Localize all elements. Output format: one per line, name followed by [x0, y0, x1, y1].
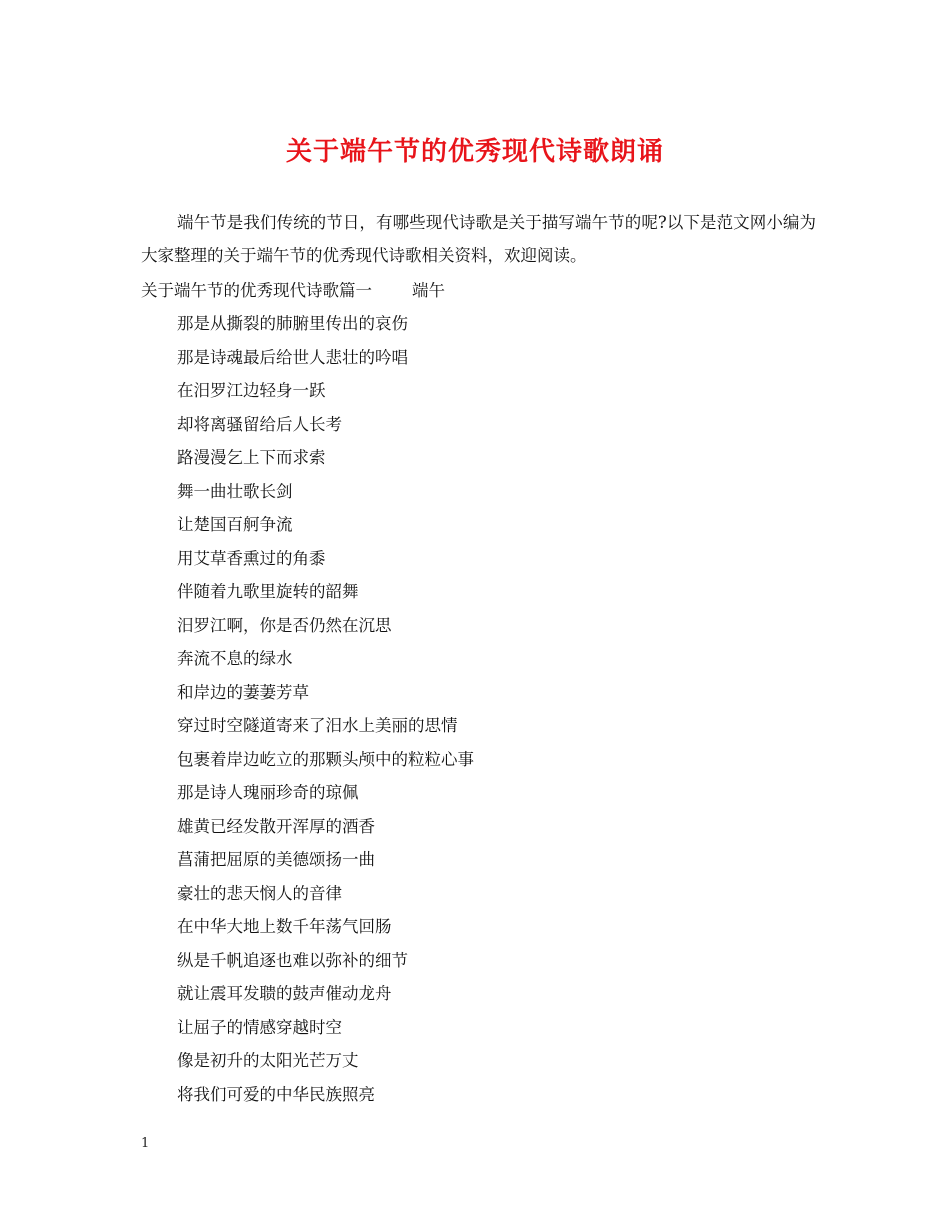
- poem-line: 让屈子的情感穿越时空: [177, 1017, 342, 1037]
- poem-line: 雄黄已经发散开浑厚的酒香: [177, 816, 375, 836]
- poem-line: 却将离骚留给后人长考: [177, 414, 342, 434]
- poem-line: 奔流不息的绿水: [177, 649, 293, 668]
- poem-line: 在汨罗江边轻身一跃: [177, 381, 326, 400]
- poem-line: 纵是千帆追逐也难以弥补的细节: [177, 950, 408, 970]
- poem-line: 将我们可爱的中华民族照亮: [177, 1084, 375, 1104]
- poem-line: 用艾草香熏过的角黍: [177, 548, 326, 568]
- poem-line: 菖蒲把屈原的美德颂扬一曲: [177, 850, 375, 869]
- document-title: 关于端午节的优秀现代诗歌朗诵: [285, 137, 664, 167]
- poem-line: 汨罗江啊，你是否仍然在沉思: [177, 615, 392, 635]
- poem-line: 那是诗魂最后给世人悲壮的吟唱: [177, 347, 408, 367]
- intro-paragraph: 端午节是我们传统的节日，有哪些现代诗歌是关于描写端午节的呢?以下是范文网小编为大家整理的关于端午节的优秀现代诗歌相关资料，欢迎阅读。: [141, 213, 816, 265]
- poem-line: 像是初升的太阳光芒万丈: [177, 1051, 359, 1070]
- poem-line: 穿过时空隧道寄来了汨水上美丽的思情: [177, 716, 458, 735]
- poem-line: 豪壮的悲天悯人的音律: [177, 883, 342, 903]
- poem-line: 包裹着岸边屹立的那颗头颅中的粒粒心事: [177, 749, 474, 769]
- poem-lines: [177, 310, 474, 1114]
- poem-line: 在中华大地上数千年荡气回肠: [177, 917, 392, 936]
- page-number: 1: [141, 1136, 150, 1151]
- poem-line: 和岸边的萋萋芳草: [177, 682, 309, 702]
- poem-line: 让楚国百舸争流: [177, 515, 293, 534]
- poem-line: 舞一曲壮歌长剑: [177, 481, 293, 501]
- section-heading-text: 关于端午节的优秀现代诗歌篇一: [141, 281, 372, 300]
- poem-line: 伴随着九歌里旋转的韶舞: [177, 582, 359, 601]
- poem-line: 那是从撕裂的肺腑里传出的哀伤: [177, 314, 408, 333]
- poem-title: 端午: [412, 281, 445, 300]
- section-heading: [141, 277, 445, 305]
- poem-line: 就让震耳发聩的鼓声催动龙舟: [177, 984, 392, 1003]
- poem-line: 那是诗人瑰丽珍奇的琼佩: [177, 783, 359, 802]
- poem-line: 路漫漫乞上下而求索: [177, 448, 326, 467]
